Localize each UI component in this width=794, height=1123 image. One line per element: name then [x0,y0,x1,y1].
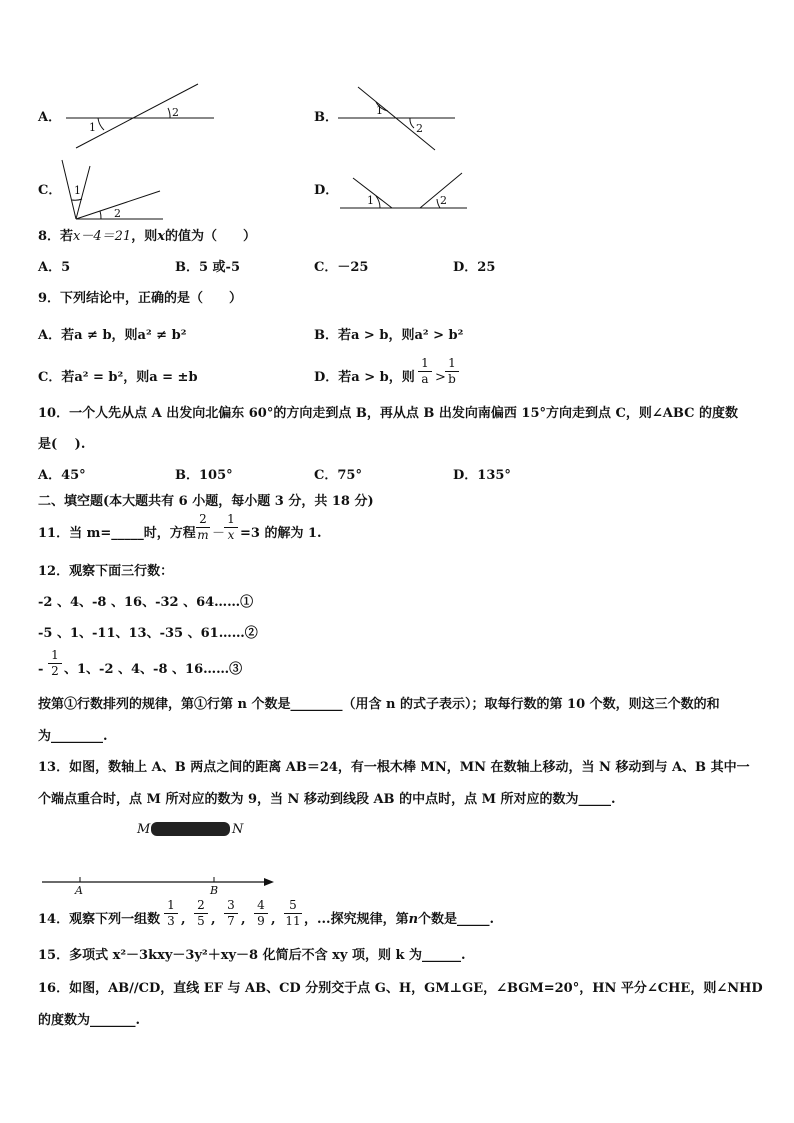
sequence-row-1: -2 、4、-8 、16、-32 、64……① [38,595,254,610]
question-16-line2: 的度数为_______. [38,1013,141,1028]
fraction-1-over-b: 1 b [445,357,459,386]
sequence-row-3-sign: - [38,662,44,677]
q10-option-d: D．135° [453,468,511,483]
angle-2-label: 2 [172,106,179,119]
q8-option-d: D．25 [453,260,496,275]
question-15: 15．多项式 x²－3kxy－3y²＋xy－8 化简后不含 xy 项，则 k 为______. [38,948,466,963]
q10-option-c: C．75° [314,468,362,483]
q9-option-a: A．若a ≠ b，则a² ≠ b² [38,328,187,343]
angle-2-label: 2 [114,207,121,220]
question-14: 14．观察下列一组数 [38,912,161,927]
point-b-label: B [210,884,219,897]
figure-a [66,84,214,148]
figure-d [340,173,467,208]
option-c-label: C． [38,183,62,198]
question-13-line1: 13．如图，数轴上 A、B 两点之间的距离 AB＝24，有一根木棒 MN，MN 在数轴上移动，当 N 移动到与 A、B 其中一 [38,760,750,775]
angle-1-label: 1 [367,194,374,207]
fraction-1-over-2: 1 2 [48,649,62,678]
angle-figures [0,0,794,230]
question-16-line1: 16．如图，AB//CD，直线 EF 与 AB、CD 分别交于点 G、H，GM⊥GE，∠BGM=20°，HN 平分∠CHE，则∠NHD [38,981,763,996]
fraction-item: 1 3 [164,899,178,928]
angle-1-label: 1 [376,104,383,117]
question-14-tail: ，...探究规律，第n个数是_____. [304,912,495,927]
question-13-line2: 个端点重合时，点 M 所对应的数为 9，当 N 移动到线段 AB 的中点时，点 M 所对应的数为_____. [38,792,616,807]
greater-than: > [435,370,446,385]
question-8: 8．若x－4＝21，则x的值为（ ） [38,229,256,244]
question-10-line2: 是( ). [38,437,86,452]
q9-option-d: D．若a > b，则 [314,370,415,385]
fraction-2-over-m: 2 m [197,512,209,542]
minus-sign: － [212,526,226,541]
fraction-1-over-x: 1 x [224,513,238,542]
angle-1-label: 1 [89,121,96,134]
fraction-1-over-a: 1 a [418,357,432,386]
angle-2-label: 2 [416,122,423,135]
fraction-item: 3 7 [224,899,238,928]
point-a-label: A [75,884,83,897]
question-12: 12．观察下面三行数： [38,564,174,579]
stick-mn [151,822,230,836]
question-11: 11．当 m=_____时，方程 [38,526,196,541]
question-12-ask2: 为________. [38,729,108,744]
fraction-item: 2 5 [194,899,208,928]
fraction-item: 4 9 [254,899,268,928]
question-9: 9．下列结论中，正确的是（ ） [38,291,243,306]
angle-1-label: 1 [74,184,81,197]
figure-b [338,87,455,150]
fraction-item: 5 11 [285,898,301,928]
option-a-label: A． [38,110,62,125]
section-heading-fill-in: 二、填空题(本大题共有 6 小题，每小题 3 分，共 18 分) [38,494,374,509]
q10-option-a: A．45° [38,468,86,483]
question-12-ask1: 按第①行数排列的规律，第①行第 n 个数是________（用含 n 的式子表示）；取每行数的第 10 个数，则这三个数的和 [38,697,720,712]
q10-option-b: B．105° [175,468,233,483]
q8-option-c: C．－25 [314,260,369,275]
point-n-label: N [232,822,244,837]
sequence-row-2: -5 、1、-11、13、-35 、61……② [38,626,258,641]
q9-option-c: C．若a² = b²，则a = ±b [38,370,198,385]
q8-option-a: A．5 [38,260,71,275]
question-10-line1: 10．一个人先从点 A 出发向北偏东 60°的方向走到点 B，再从点 B 出发向南偏西 15°方向走到点 C，则∠ABC 的度数 [38,406,738,421]
q9-option-b: B．若a > b，则a² > b² [314,328,464,343]
sequence-row-3: 、1、-2 、4、-8 、16……③ [64,662,243,677]
arrow-head [264,878,274,886]
q8-option-b: B．5 或-5 [175,260,241,275]
option-d-label: D． [314,183,339,198]
point-m-label: M [137,822,151,837]
question-11-tail: =3 的解为 1. [240,526,322,541]
angle-2-label: 2 [440,194,447,207]
option-b-label: B． [314,110,338,125]
